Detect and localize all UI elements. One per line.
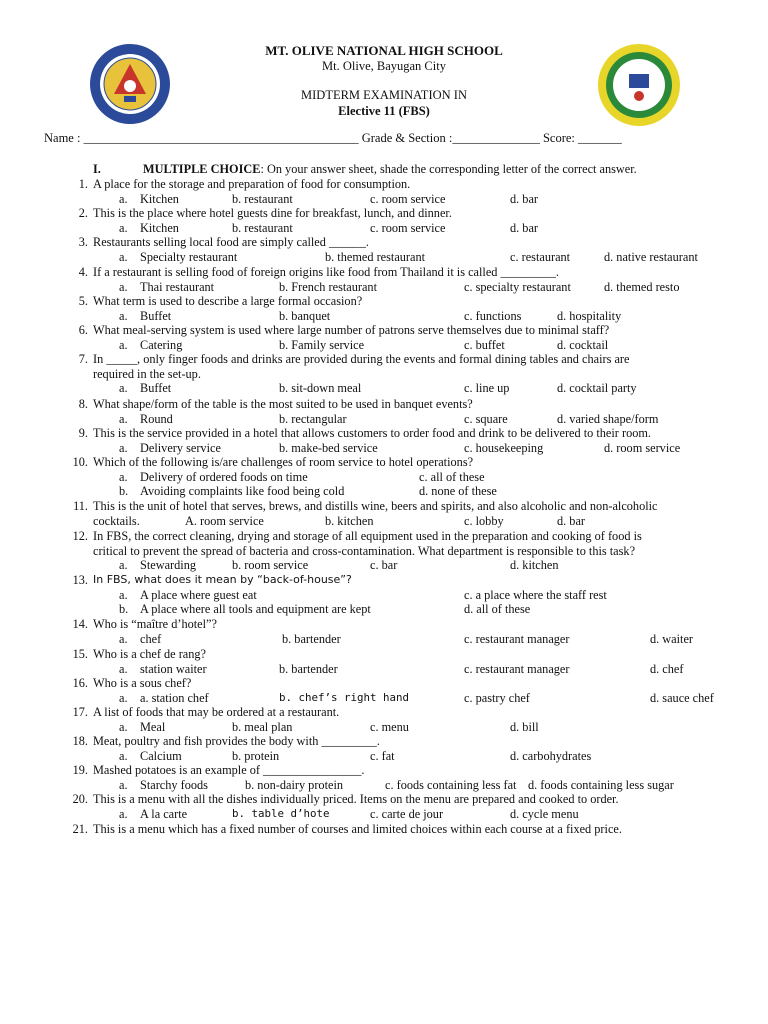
choice-option: d. native restaurant xyxy=(604,249,698,264)
choice-option: d. themed resto xyxy=(604,279,680,294)
choice-option: c. fat xyxy=(370,748,395,763)
choice-option: Avoiding complaints like food being cold xyxy=(140,484,345,499)
exam-title: MIDTERM EXAMINATION IN xyxy=(301,88,467,102)
choice-option: b. table d’hote xyxy=(232,806,330,820)
question-text: Which of the following is/are challenges of room service to hotel operations? xyxy=(93,455,474,469)
choice-option: chef xyxy=(140,631,162,646)
choice-option: b. chef’s right hand xyxy=(279,690,410,704)
question-text: Meat, poultry and fish provides the body with _________. xyxy=(93,734,380,748)
choice-option: d. cycle menu xyxy=(510,806,579,821)
choice-option: d. bill xyxy=(510,719,539,734)
question-number: 9. xyxy=(78,426,88,440)
section-heading xyxy=(93,162,637,177)
grade-section-field[interactable]: ______________ xyxy=(452,131,540,145)
choice-option: d. carbohydrates xyxy=(510,748,592,763)
choice-option: a. xyxy=(119,440,128,455)
score-field[interactable]: _______ xyxy=(578,131,622,145)
question-text: If a restaurant is selling food of foreign origins like food from Thailand it is called _________. xyxy=(93,265,559,279)
choice-option: b. bartender xyxy=(279,661,338,676)
question-number: 18. xyxy=(72,734,88,748)
choice-option: d. cocktail party xyxy=(557,381,637,396)
question-text: In FBS, what does it mean by “back-of-house”? xyxy=(93,573,352,586)
choice-option: c. a place where the staff rest xyxy=(464,587,607,602)
choice-option: a. xyxy=(119,220,128,235)
question-text: What meal-serving system is used where large number of patrons serve themselves due to minimal staff? xyxy=(93,323,610,337)
choice-option: c. housekeeping xyxy=(464,440,544,455)
question-number: 1. xyxy=(78,177,88,191)
choice-option: d. bar xyxy=(510,191,538,206)
choice-option: a. xyxy=(119,690,128,705)
choice-option: Starchy foods xyxy=(140,777,208,792)
question-number: 13. xyxy=(72,573,88,587)
choice-option: d. all of these xyxy=(464,602,531,617)
choice-option: c. lobby xyxy=(464,513,504,528)
choice-option: c. menu xyxy=(370,719,409,734)
choice-option: c. room service xyxy=(370,220,446,235)
choice-option: Kitchen xyxy=(140,191,179,206)
choice-option: a. xyxy=(119,308,128,323)
choice-option: d. chef xyxy=(650,661,684,676)
choice-option: a. xyxy=(119,587,128,602)
choice-option: c. buffet xyxy=(464,337,505,352)
subject-title: Elective 11 (FBS) xyxy=(338,104,430,118)
choice-option: b. room service xyxy=(232,558,309,573)
question-number: 14. xyxy=(72,617,88,631)
choice-option: c. line up xyxy=(464,381,510,396)
question-text: Who is a sous chef? xyxy=(93,676,192,690)
choice-option: a. xyxy=(119,191,128,206)
choice-option: Catering xyxy=(140,337,183,352)
question-number: 15. xyxy=(72,647,88,661)
question-text: Restaurants selling local food are simply called ______. xyxy=(93,235,369,249)
choice-option: d. sauce chef xyxy=(650,690,714,705)
choice-option: a. xyxy=(119,777,128,792)
section-title: MULTIPLE CHOICE xyxy=(143,162,261,176)
question-number: 10. xyxy=(72,455,88,469)
question-number: 5. xyxy=(78,294,88,308)
question-text: This is a menu with all the dishes individually priced. Items on the menu are prepared and cooked to order. xyxy=(93,792,619,806)
choice-option: d. none of these xyxy=(419,484,497,499)
section-numeral: I. xyxy=(93,162,101,176)
choice-option: Stewarding xyxy=(140,558,197,573)
choice-option: Round xyxy=(140,411,173,426)
choice-option: a. xyxy=(119,661,128,676)
question-number: 8. xyxy=(78,397,88,411)
choice-option: a. xyxy=(119,806,128,821)
choice-option: a. station chef xyxy=(140,690,209,705)
question-number: 2. xyxy=(78,206,88,220)
choice-option: Specialty restaurant xyxy=(140,249,238,264)
school-location: Mt. Olive, Bayugan City xyxy=(322,59,446,73)
choice-option: b. rectangular xyxy=(279,411,347,426)
choice-option: Kitchen xyxy=(140,220,179,235)
name-label: Name : xyxy=(44,131,81,145)
choice-option: A place where all tools and equipment are kept xyxy=(140,602,371,617)
question-text: This is a menu which has a fixed number of courses and limited choices within each course at a fixed price. xyxy=(93,822,622,836)
question-text: In _____, only finger foods and drinks are provided during the events and formal dining tables and chairs are xyxy=(93,352,630,366)
question-text: Who is a chef de rang? xyxy=(93,647,207,661)
choice-option: d. cocktail xyxy=(557,337,609,352)
choice-option: c. foods containing less fat xyxy=(385,777,517,792)
grade-section-label: Grade & Section : xyxy=(361,131,453,145)
choice-option: c. bar xyxy=(370,558,398,573)
choice-option: a. xyxy=(119,558,128,573)
question-text: What shape/form of the table is the most suited to be used in banquet events? xyxy=(93,397,473,411)
choice-option: c. functions xyxy=(464,308,522,323)
choice-option: a. xyxy=(119,631,128,646)
question-number: 7. xyxy=(78,352,88,366)
choice-option: Calcium xyxy=(140,748,182,763)
choice-option: cocktails. xyxy=(93,513,140,528)
choice-option: b. xyxy=(119,484,129,499)
choice-option: b. restaurant xyxy=(232,220,293,235)
choice-option: d. hospitality xyxy=(557,308,622,323)
choice-option: A place where guest eat xyxy=(140,587,257,602)
choice-option: c. restaurant manager xyxy=(464,661,570,676)
choice-option: station waiter xyxy=(140,661,207,676)
choice-option: b. make-bed service xyxy=(279,440,378,455)
question-number: 12. xyxy=(72,529,88,543)
score-label: Score: xyxy=(542,131,575,145)
choice-option: A la carte xyxy=(140,806,188,821)
choice-option: b. protein xyxy=(232,748,280,763)
question-text: critical to prevent the spread of bacteria and cross-contamination. What department is responsible to this task? xyxy=(93,543,636,558)
choice-option: c. pastry chef xyxy=(464,690,530,705)
choice-option: b. meal plan xyxy=(232,719,293,734)
choice-option: Buffet xyxy=(140,308,172,323)
question-text: A list of foods that may be ordered at a restaurant. xyxy=(93,705,340,719)
choice-option: b. bartender xyxy=(282,631,341,646)
choice-option: b. restaurant xyxy=(232,191,293,206)
question-text: In FBS, the correct cleaning, drying and storage of all equipment used in the preparation and cooking of food is xyxy=(93,529,642,543)
choice-option: Buffet xyxy=(140,381,172,396)
question-text: This is the place where hotel guests dine for breakfast, lunch, and dinner. xyxy=(93,206,452,220)
question-number: 3. xyxy=(78,235,88,249)
choice-option: d. waiter xyxy=(650,631,694,646)
question-number: 17. xyxy=(72,705,88,719)
choice-option: b. banquet xyxy=(279,308,331,323)
choice-option: Meal xyxy=(140,719,166,734)
choice-option: b. non-dairy protein xyxy=(245,777,344,792)
choice-option: c. restaurant manager xyxy=(464,631,570,646)
choice-option: a. xyxy=(119,748,128,763)
choice-option: b. Family service xyxy=(279,337,365,352)
choice-option: Delivery service xyxy=(140,440,221,455)
choice-option: d. kitchen xyxy=(510,558,559,573)
question-number: 19. xyxy=(72,763,88,777)
question-text: This is the service provided in a hotel that allows customers to order food and drink to be delivered to their room. xyxy=(93,426,652,440)
question-number: 21. xyxy=(72,822,88,836)
choice-option: d. room service xyxy=(604,440,681,455)
question-number: 11. xyxy=(73,499,88,513)
question-text: A place for the storage and preparation of food for consumption. xyxy=(93,177,411,191)
choice-option: b. French restaurant xyxy=(279,279,377,294)
choice-option: A. room service xyxy=(185,513,264,528)
choice-option: b. themed restaurant xyxy=(325,249,426,264)
choice-option: c. specialty restaurant xyxy=(464,279,571,294)
choice-option: d. varied shape/form xyxy=(557,411,659,426)
choice-option: a. xyxy=(119,719,128,734)
question-text: Mashed potatoes is an example of ________________. xyxy=(93,763,365,777)
choice-option: b. kitchen xyxy=(325,513,374,528)
school-name: MT. OLIVE NATIONAL HIGH SCHOOL xyxy=(265,43,503,58)
choice-option: a. xyxy=(119,249,128,264)
question-number: 20. xyxy=(72,792,88,806)
choice-option: a. xyxy=(119,279,128,294)
choice-option: c. square xyxy=(464,411,508,426)
choice-option: d. bar xyxy=(510,220,538,235)
choice-option: d. foods containing less sugar xyxy=(528,777,674,792)
choice-option: b. xyxy=(119,602,129,617)
choice-option: c. carte de jour xyxy=(370,806,444,821)
question-number: 6. xyxy=(78,323,88,337)
choice-option: c. restaurant xyxy=(510,249,571,264)
question-text: This is the unit of hotel that serves, brews, and distills wine, beers and spirits, and also alcoholic and non-alcoholic xyxy=(93,499,658,513)
question-text: Who is “maître d’hotel”? xyxy=(93,617,217,631)
student-info-row xyxy=(44,131,622,146)
choice-option: c. room service xyxy=(370,191,446,206)
section-instruction: : On your answer sheet, shade the corresponding letter of the correct answer. xyxy=(260,162,637,176)
choice-option: d. bar xyxy=(557,513,585,528)
choice-option: a. xyxy=(119,469,128,484)
question-number: 4. xyxy=(78,265,88,279)
choice-option: Thai restaurant xyxy=(140,279,215,294)
name-field[interactable]: ____________________________________________ xyxy=(83,131,359,145)
choice-option: c. all of these xyxy=(419,469,485,484)
question-number: 16. xyxy=(72,676,88,690)
choice-option: a. xyxy=(119,337,128,352)
question-text: What term is used to describe a large formal occasion? xyxy=(93,294,363,308)
choice-option: b. sit-down meal xyxy=(279,381,362,396)
choice-option: a. xyxy=(119,381,128,396)
choice-option: Delivery of ordered foods on time xyxy=(140,469,308,484)
question-text: required in the set-up. xyxy=(93,366,201,381)
choice-option: a. xyxy=(119,411,128,426)
